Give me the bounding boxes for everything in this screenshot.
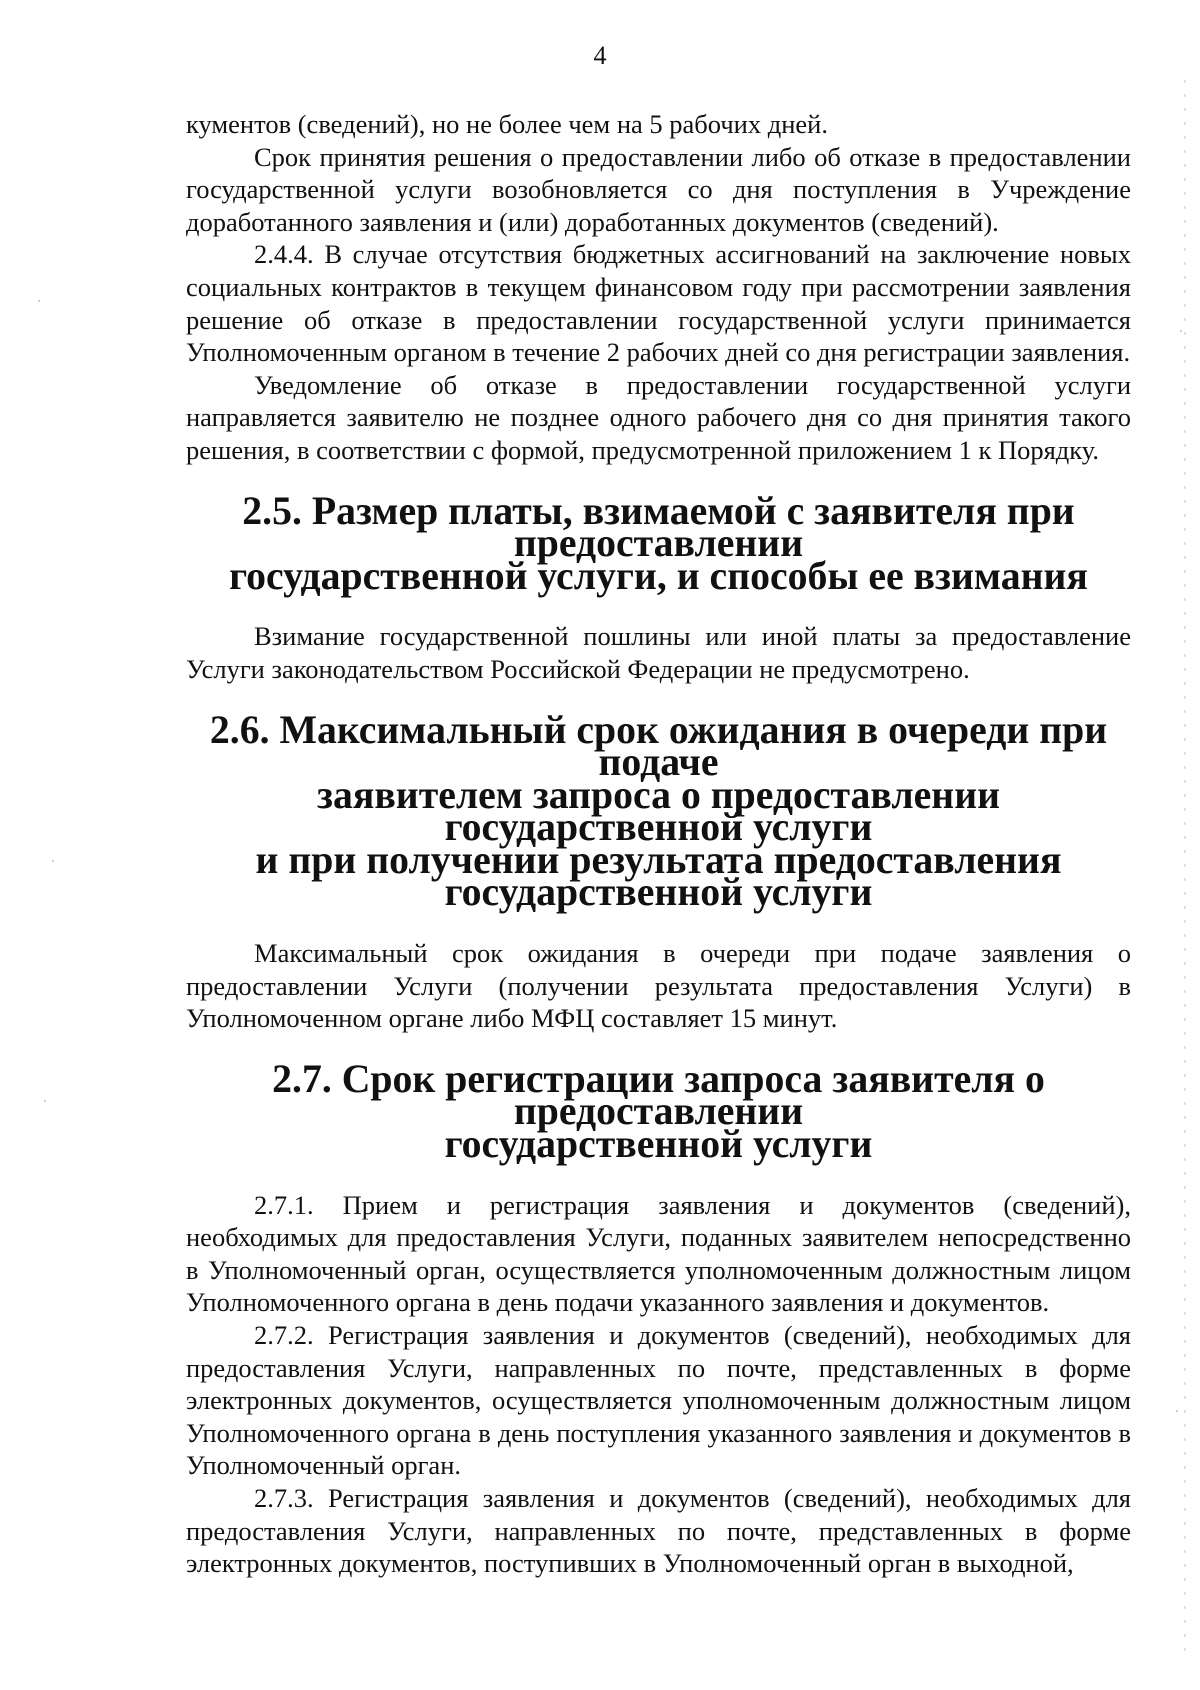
scan-speck [1176, 1410, 1178, 1412]
scan-edge-artifact [1184, 80, 1186, 1660]
paragraph-refusal-notice: Уведомление об отказе в предоставлении государственной услуги направляется заявителю не позднее одного рабочего дня со дня принятия такого решения, в соответствии с формой, предусмотренной приложением 1 к Порядку. [186, 369, 1131, 465]
paragraph-2-7-2: 2.7.2. Регистрация заявления и документов (сведений), необходимых для предоставления Услуги, направленных по почте, представленных в форме электронных документов, осуществляется уполномоченным должностным лицом Уполномоченного органа в день поступления указанного заявления и документов в Уполномоченный орган. [186, 1320, 1131, 1481]
section-heading-2-5: 2.5. Размер платы, взимаемой с заявителя при предоставлении государственной услуги, и способы ее взимания [229, 488, 1088, 598]
scan-speck [1180, 330, 1182, 332]
paragraph-decision-term: Срок принятия решения о предоставлении либо об отказе в предоставлении государственной услуги возобновляется со дня поступления в Учреждение доработанного заявления и (или) доработанных документов (сведений). [186, 141, 1131, 237]
paragraph-2-7-3: 2.7.3. Регистрация заявления и документов (сведений), необходимых для предоставления Услуги, направленных по почте, представленных в форме электронных документов, поступивших в Уполномоченный орган в выходной, [186, 1482, 1131, 1579]
paragraph-continuation: кументов (сведений), но не более чем на 5 рабочих дней. [186, 109, 828, 139]
page-number: 4 [593, 41, 607, 70]
section-2-5-text: Взимание государственной пошлины или иной платы за предоставление Услуги законодательством Российской Федерации не предусмотрено. [186, 621, 1131, 684]
document-body [186, 108, 1131, 1580]
section-heading-2-6: 2.6. Максимальный срок ожидания в очереди при подаче заявителем запроса о предоставлении государственной услуги и при получении результата предоставления государственной услуги [209, 707, 1108, 915]
paragraph-2-4-4: 2.4.4. В случае отсутствия бюджетных ассигнований на заключение новых социальных контрактов в текущем финансовом году при рассмотрении заявления решение об отказе в предоставлении государственной услуги принимается Уполномоченным органом в течение 2 рабочих дней со дня регистрации заявления. [186, 239, 1131, 368]
scan-speck [44, 1100, 46, 1102]
paragraph-2-7-1: 2.7.1. Прием и регистрация заявления и документов (сведений), необходимых для предоставления Услуги, поданных заявителем непосредственно в Уполномоченный орган, осуществляется уполномоченным должностным лицом Уполномоченного органа в день подачи указанного заявления и документов. [186, 1189, 1131, 1318]
scan-speck [52, 860, 54, 862]
scan-speck [38, 300, 40, 302]
section-2-6-text: Максимальный срок ожидания в очереди при подаче заявления о предоставлении Услуги (получении результата предоставления Услуги) в Уполномоченном органе либо МФЦ составляет 15 минут. [186, 938, 1131, 1034]
section-heading-2-7: 2.7. Срок регистрации запроса заявителя о предоставлении государственной услуги [272, 1056, 1045, 1167]
